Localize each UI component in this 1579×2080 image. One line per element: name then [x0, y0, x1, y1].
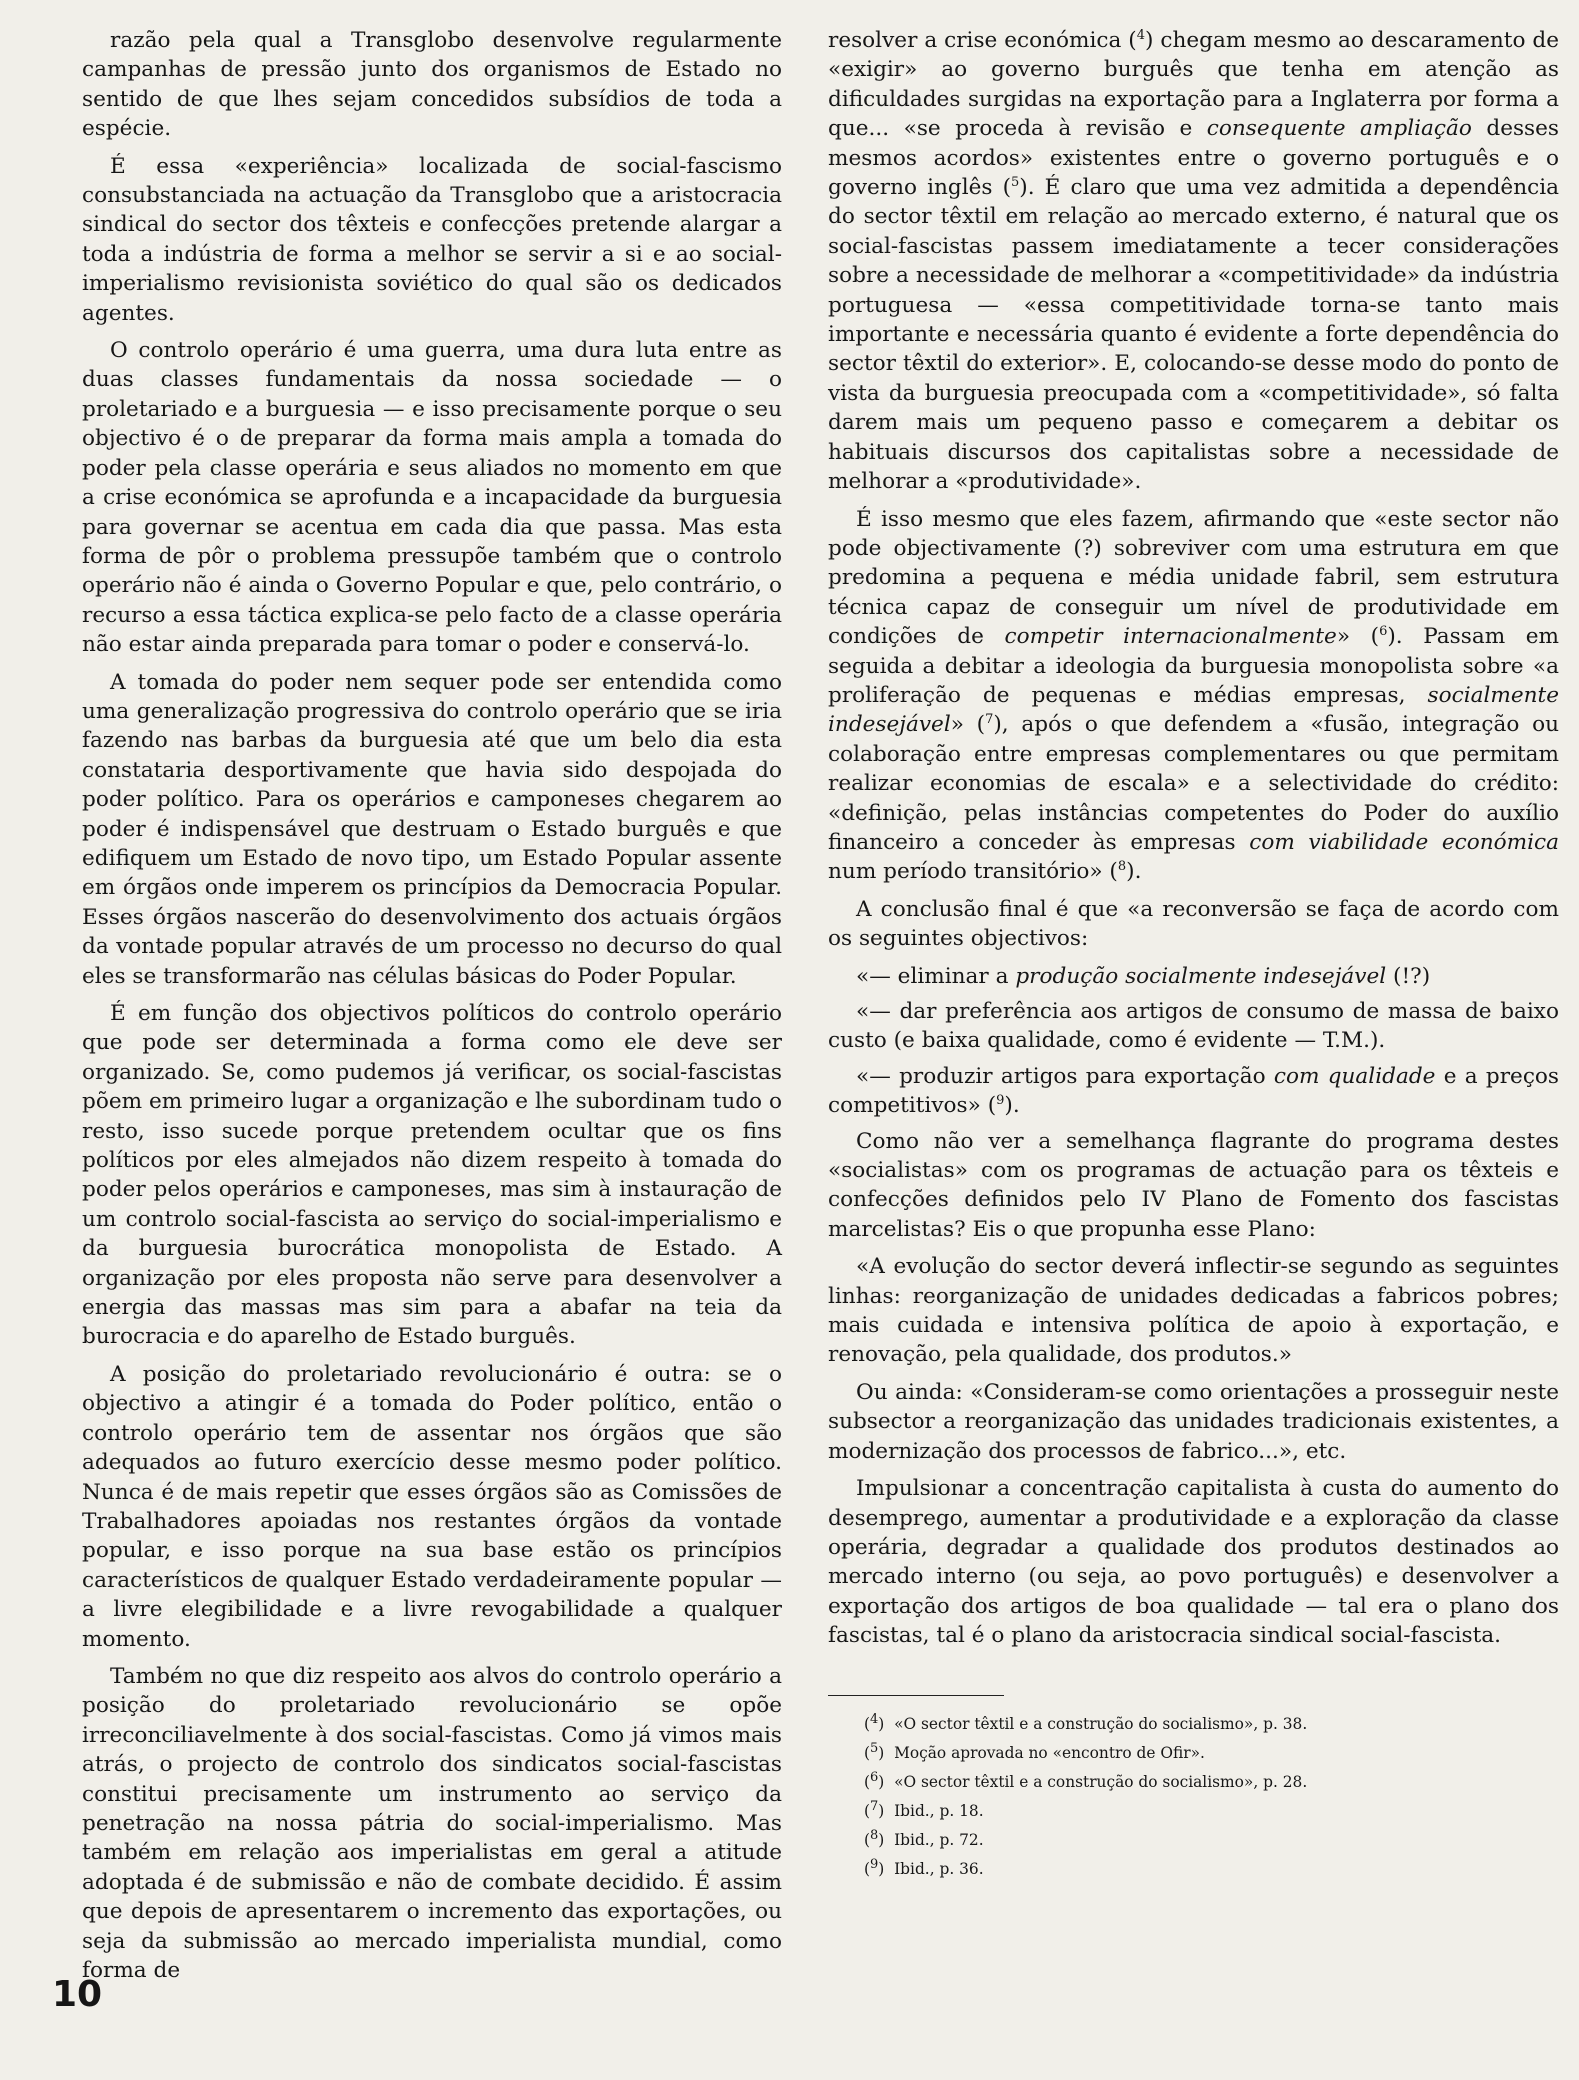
text-run: razão pela qual a Transglobo desenvolve regularmente campanhas de pressão junto dos organismos de Estado no sentido de que lhes sejam concedidos subsídios de toda a espécie. — [82, 28, 782, 142]
footnote-bracket: ( — [864, 1830, 871, 1849]
text-run: » ( — [1336, 624, 1380, 650]
right-paragraph — [828, 1378, 1559, 1466]
text-run: Também no que diz respeito aos alvos do controlo operário a posição do proletariado revolucionário se opõe irreconciliavelmente à dos social-fascistas. Como já vimos mais atrás, o projecto de controlo dos sindicatos social-fascistas constitui precisamente um instrumento ao serviço da penetração na nossa pátria do social-imperialismo. Mas também em relação aos imperialistas em geral a atitude adoptada é de submissão e não de combate decidido. É assim que depois de apresentarem o incremento das exportações, ou seja da submissão ao mercado imperialista mundial, como forma de — [82, 1663, 782, 1983]
footnote-text: Ibid., p. 18. — [894, 1801, 984, 1820]
footnote-text: «O sector têxtil e a construção do socialismo», p. 28. — [894, 1772, 1308, 1791]
emphasis: com qualidade — [1273, 1063, 1436, 1089]
emphasis: com viabilidade económica — [1249, 829, 1560, 855]
right-paragraph — [828, 1474, 1559, 1650]
text-run: desses mesmos acordos» existentes entre o governo português e o governo inglês ( — [828, 116, 1559, 201]
text-column-left — [82, 26, 782, 1993]
right-paragraph — [828, 997, 1559, 1056]
right-paragraph — [828, 26, 1559, 497]
text-run: A tomada do poder nem sequer pode ser entendida como uma generalização progressiva do controlo operário que se iria fazendo nas barbas da burguesia até que um belo dia esta constataria desportivamente que havia sido despojada do poder político. Para os operários e camponeses chegarem ao poder é indispensável que destruam o Estado burguês e que edifiquem um Estado de novo tipo, um Estado Popular assente em órgãos onde imperem os princípios da Democracia Popular. Esses órgãos nascerão do desenvolvimento dos actuais órgãos da vontade popular através de um processo no decurso do qual eles se transformarão nas células básicas do Poder Popular. — [82, 669, 782, 989]
text-run: É em função dos objectivos políticos do controlo operário que pode ser determinada a forma como ele deve ser organizado. Se, como pudemos já verificar, os social-fascistas põem em primeiro lugar a organização e lhe subordinam tudo o resto, isso sucede porque pretendem ocultar que os fins políticos por eles almejados não dizem respeito à tomada do poder pelos operários e camponeses, mas sim à instauração de um controlo social-fascista ao serviço do social-imperialismo e da burguesia burocrática monopolista de Estado. A organização por eles proposta não serve para desenvolver a energia das massas mas sim para a abafar na teia da burocracia e do aparelho de Estado burguês. — [82, 1001, 782, 1350]
text-run: É isso mesmo que eles fazem, afirmando que «este sector não pode objectivamente (?) sobreviver com uma estrutura em que predomina a pequena e média unidade fabril, sem estrutura técnica capaz de conseguir um nível de produtividade em condições de — [828, 506, 1559, 650]
right-paragraph — [828, 1127, 1559, 1245]
footnote-number: 8 — [870, 1827, 879, 1843]
left-paragraph — [82, 26, 782, 144]
text-run: ), após o que defendem a «fusão, integração ou colaboração entre empresas complementares ou que permitam realizar economias de escala» e a selectividade do crédito: «definição, pelas instâncias competentes do Poder do auxílio financeiro a conceder às empresas — [828, 712, 1559, 855]
left-paragraph — [82, 1662, 782, 1985]
text-run: Impulsionar a concentração capitalista à custa do aumento do desemprego, aumentar a produtividade e a exploração da classe operária, degradar a qualidade dos produtos destinados ao mercado interno (ou seja, ao povo português) e desenvolver a exportação dos artigos de boa qualidade — tal era o plano dos fascistas, tal é o plano da aristocracia sindical social-fascista. — [828, 1476, 1559, 1649]
footnote — [828, 1710, 1559, 1739]
footnote-bracket: ( — [864, 1743, 871, 1762]
left-paragraph — [82, 1360, 782, 1654]
footnote — [828, 1797, 1559, 1826]
page-number: 10 — [52, 1974, 103, 2015]
right-paragraphs — [828, 26, 1559, 1651]
right-paragraph — [828, 962, 1559, 991]
footnote-text: Ibid., p. 72. — [894, 1830, 984, 1849]
emphasis: competir internacionalmente — [1004, 624, 1337, 650]
text-run: Como não ver a semelhança flagrante do programa destes «socialistas» com os programas de actuação para os têxteis e confecções definidos pelo IV Plano de Fomento dos fascistas marcelistas? Eis o que propunha esse Plano: — [828, 1128, 1559, 1242]
text-run: e a preços competitivos» ( — [828, 1063, 1559, 1119]
left-paragraph — [82, 152, 782, 328]
footnote-text: Moção aprovada no «encontro de Ofir». — [894, 1743, 1205, 1762]
footnote-bracket: ) — [878, 1743, 895, 1762]
text-run: «— dar preferência aos artigos de consumo de massa de baixo custo (e baixa qualidade, como é evidente — T.M.). — [828, 999, 1559, 1054]
text-column-right — [828, 26, 1559, 1884]
text-run: O controlo operário é uma guerra, uma dura luta entre as duas classes fundamentais da nossa sociedade — o proletariado e a burguesia — e isso precisamente porque o seu objectivo é o de preparar da forma mais ampla a tomada do poder pela classe operária e seus aliados no momento em que a crise económica se aprofunda e a incapacidade da burguesia para governar se acentua em cada dia que passa. Mas esta forma de pôr o problema pressupõe também que o controlo operário não é ainda o Governo Popular e que, pelo contrário, o recurso a essa táctica explica-se pelo facto de a classe operária não estar ainda preparada para tomar o poder e conservá-lo. — [82, 338, 782, 658]
text-run: ). Passam em seguida a debitar a ideologia da burguesia monopolista sobre «a proliferação de pequenas e médias empresas, — [828, 624, 1560, 708]
footnote-ref: 4 — [1136, 27, 1145, 43]
footnote-rule — [828, 1695, 1004, 1696]
text-run: É essa «experiência» localizada de social-fascismo consubstanciada na actuação da Transglobo que a aristocracia sindical do sector dos têxteis e confecções pretende alargar a toda a indústria de forma a melhor se servir a si e ao social-imperialismo revisionista soviético do qual são os dedicados agentes. — [82, 153, 782, 326]
footnote-number: 9 — [870, 1856, 879, 1872]
footnote — [828, 1739, 1559, 1768]
right-paragraph — [828, 895, 1559, 954]
text-run: Ou ainda: «Consideram-se como orientações a prosseguir neste subsector a reorganização das unidades tradicionais existentes, a modernização dos processos de fabrico...», etc. — [828, 1379, 1559, 1464]
footnote-bracket: ) — [878, 1859, 895, 1878]
footnote — [828, 1826, 1559, 1855]
text-run: «— eliminar a — [856, 963, 1016, 989]
footnote-ref: 8 — [1117, 859, 1127, 875]
text-run: A conclusão final é que «a reconversão se faça de acordo com os seguintes objectivos: — [828, 896, 1559, 952]
text-run: A posição do proletariado revolucionário é outra: se o objectivo a atingir é a tomada do Poder político, então o controlo operário tem de assentar nos órgãos que são adequados ao futuro exercício desse mesmo poder político. Nunca é de mais repetir que esses órgãos são as Comissões de Trabalhadores apoiadas nos restantes órgãos da vontade popular, e isso porque na sua base estão os princípios característicos de qualquer Estado verdadeiramente popular — a livre elegibilidade e a livre revogabilidade a qualquer momento. — [82, 1361, 782, 1652]
footnotes — [828, 1710, 1559, 1884]
text-run: «A evolução do sector deverá inflectir-se segundo as seguintes linhas: reorganização de unidades dedicadas a fabricos pobres; mais cuidada e intensiva política de apoio à exportação, e renovação, pela qualidade, dos produtos.» — [828, 1254, 1559, 1368]
left-paragraph — [82, 668, 782, 991]
text-run: » ( — [950, 712, 986, 738]
right-paragraph — [828, 1252, 1559, 1370]
text-run: ). — [1126, 859, 1142, 885]
right-paragraph — [828, 1062, 1559, 1121]
footnote-number: 6 — [870, 1769, 879, 1785]
footnote-bracket: ) — [878, 1801, 895, 1820]
footnote — [828, 1768, 1559, 1797]
text-run: ) chegam mesmo ao descaramento de «exigir» ao governo burguês que tenha em atenção as dificuldades surgidas na exportação para a Inglaterra por forma a que... «se proceda à revisão e — [828, 28, 1559, 142]
footnote — [828, 1855, 1559, 1884]
footnote-bracket: ( — [864, 1801, 871, 1820]
footnote-ref: 9 — [996, 1093, 1005, 1109]
footnote-bracket: ( — [864, 1772, 871, 1791]
footnote-bracket: ( — [864, 1859, 871, 1878]
left-paragraph — [82, 999, 782, 1352]
text-run: ). — [1004, 1093, 1020, 1119]
text-run: num período transitório» ( — [828, 859, 1118, 885]
emphasis: socialmente indesejável — [828, 682, 1559, 738]
right-paragraph — [828, 505, 1559, 887]
footnote-number: 5 — [870, 1740, 879, 1756]
footnote-bracket: ) — [878, 1714, 895, 1733]
text-run: (!?) — [1386, 963, 1431, 989]
footnote-number: 4 — [870, 1711, 879, 1727]
footnote-bracket: ) — [878, 1830, 895, 1849]
text-run: ). É claro que uma vez admitida a dependência do sector têxtil em relação ao mercado externo, é natural que os social-fascistas passem imediatamente a tecer considerações sobre a necessidade de melhorar a «competitividade» da indústria portuguesa — «essa competitividade torna-se tanto mais importante e necessária quanto é evidente a forte dependência do sector têxtil do exterior». E, colocando-se desse modo do ponto de vista da burguesia preocupada com a «competitividade», só falta darem mais um pequeno passo e começarem a debitar os habituais discursos dos capitalistas sobre a necessidade de melhorar a «produtividade». — [828, 175, 1559, 495]
text-run: «— produzir artigos para exportação — [856, 1063, 1274, 1089]
footnote-ref: 6 — [1379, 623, 1388, 639]
footnote-ref: 7 — [985, 712, 994, 728]
footnote-text: Ibid., p. 36. — [894, 1859, 984, 1878]
emphasis: consequente ampliação — [1206, 116, 1472, 142]
emphasis: produção socialmente indesejável — [1015, 963, 1387, 989]
footnote-ref: 5 — [1011, 174, 1020, 190]
text-run: resolver a crise económica ( — [828, 28, 1137, 53]
left-paragraph — [82, 336, 782, 659]
footnote-bracket: ( — [864, 1714, 871, 1733]
footnote-number: 7 — [870, 1798, 879, 1814]
footnote-text: «O sector têxtil e a construção do socialismo», p. 38. — [894, 1714, 1308, 1733]
footnote-bracket: ) — [878, 1772, 895, 1791]
